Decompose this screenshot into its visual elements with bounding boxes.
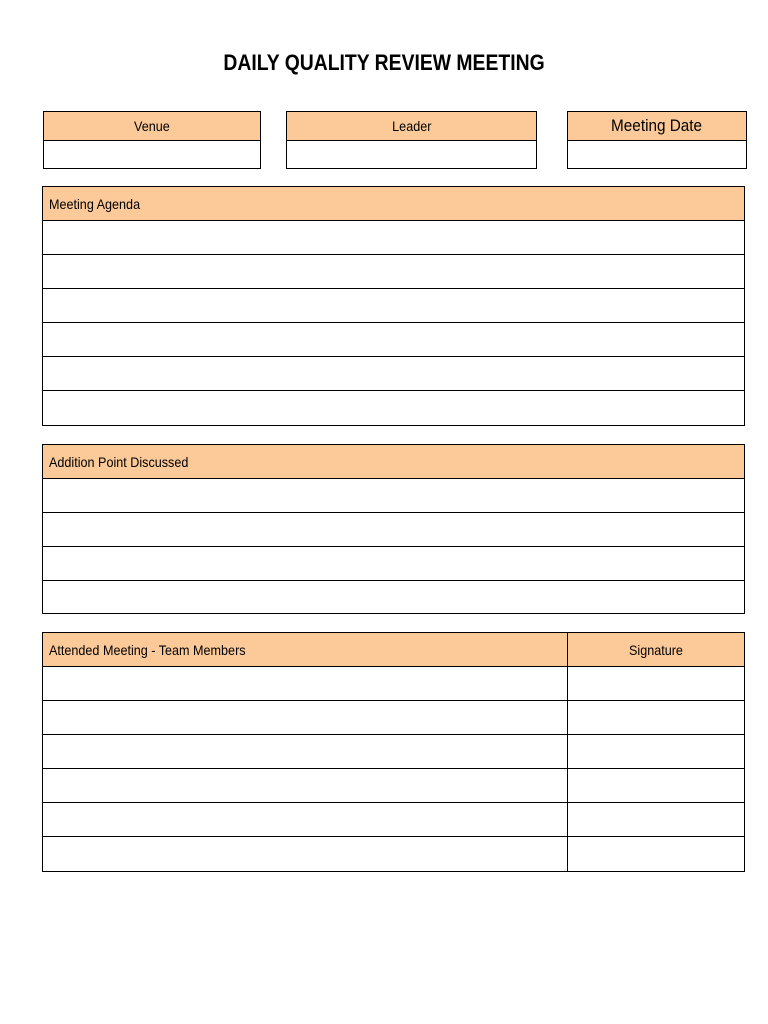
agenda-rows — [43, 221, 744, 425]
attendee-row — [43, 701, 744, 735]
leader-label: Leader — [287, 112, 536, 141]
attendee-signature-cell[interactable] — [568, 667, 744, 700]
attendees-table — [42, 632, 745, 872]
attendee-row — [43, 769, 744, 803]
attendees-header-row — [43, 633, 744, 667]
attendee-row — [43, 803, 744, 837]
attendee-signature-cell[interactable] — [568, 837, 744, 871]
attendees-member-header: Attended Meeting - Team Members — [43, 633, 568, 666]
attendee-signature-cell[interactable] — [568, 701, 744, 734]
additional-points-header: Addition Point Discussed — [43, 445, 744, 479]
agenda-row[interactable] — [43, 323, 744, 357]
attendee-row — [43, 667, 744, 701]
agenda-row[interactable] — [43, 391, 744, 425]
leader-box — [286, 111, 537, 169]
attendee-member-cell[interactable] — [43, 769, 568, 802]
additional-point-row[interactable] — [43, 547, 744, 581]
attendees-signature-header: Signature — [629, 641, 683, 658]
attendee-member-cell[interactable] — [43, 735, 568, 768]
agenda-row[interactable] — [43, 357, 744, 391]
attendee-member-cell[interactable] — [43, 701, 568, 734]
additional-points-table — [42, 444, 745, 614]
attendee-signature-cell[interactable] — [568, 735, 744, 768]
attendee-signature-cell[interactable] — [568, 769, 744, 802]
additional-point-row[interactable] — [43, 513, 744, 547]
attendee-member-cell[interactable] — [43, 667, 568, 700]
attendee-row — [43, 837, 744, 871]
agenda-row[interactable] — [43, 221, 744, 255]
attendee-row — [43, 735, 744, 769]
page-title: DAILY QUALITY REVIEW MEETING — [223, 50, 545, 75]
venue-label: Venue — [44, 112, 260, 141]
attendee-member-cell[interactable] — [43, 837, 568, 871]
venue-field[interactable] — [44, 141, 260, 168]
leader-field[interactable] — [287, 141, 536, 168]
additional-points-rows — [43, 479, 744, 615]
agenda-header: Meeting Agenda — [43, 187, 744, 221]
agenda-row[interactable] — [43, 289, 744, 323]
meeting-date-field[interactable] — [568, 141, 746, 168]
additional-point-row[interactable] — [43, 479, 744, 513]
attendee-signature-cell[interactable] — [568, 803, 744, 836]
attendee-member-cell[interactable] — [43, 803, 568, 836]
meeting-date-label: Meeting Date — [568, 112, 746, 141]
agenda-row[interactable] — [43, 255, 744, 289]
venue-box — [43, 111, 261, 169]
attendees-rows — [43, 667, 744, 871]
additional-point-row[interactable] — [43, 581, 744, 615]
agenda-table — [42, 186, 745, 426]
meeting-date-box — [567, 111, 747, 169]
